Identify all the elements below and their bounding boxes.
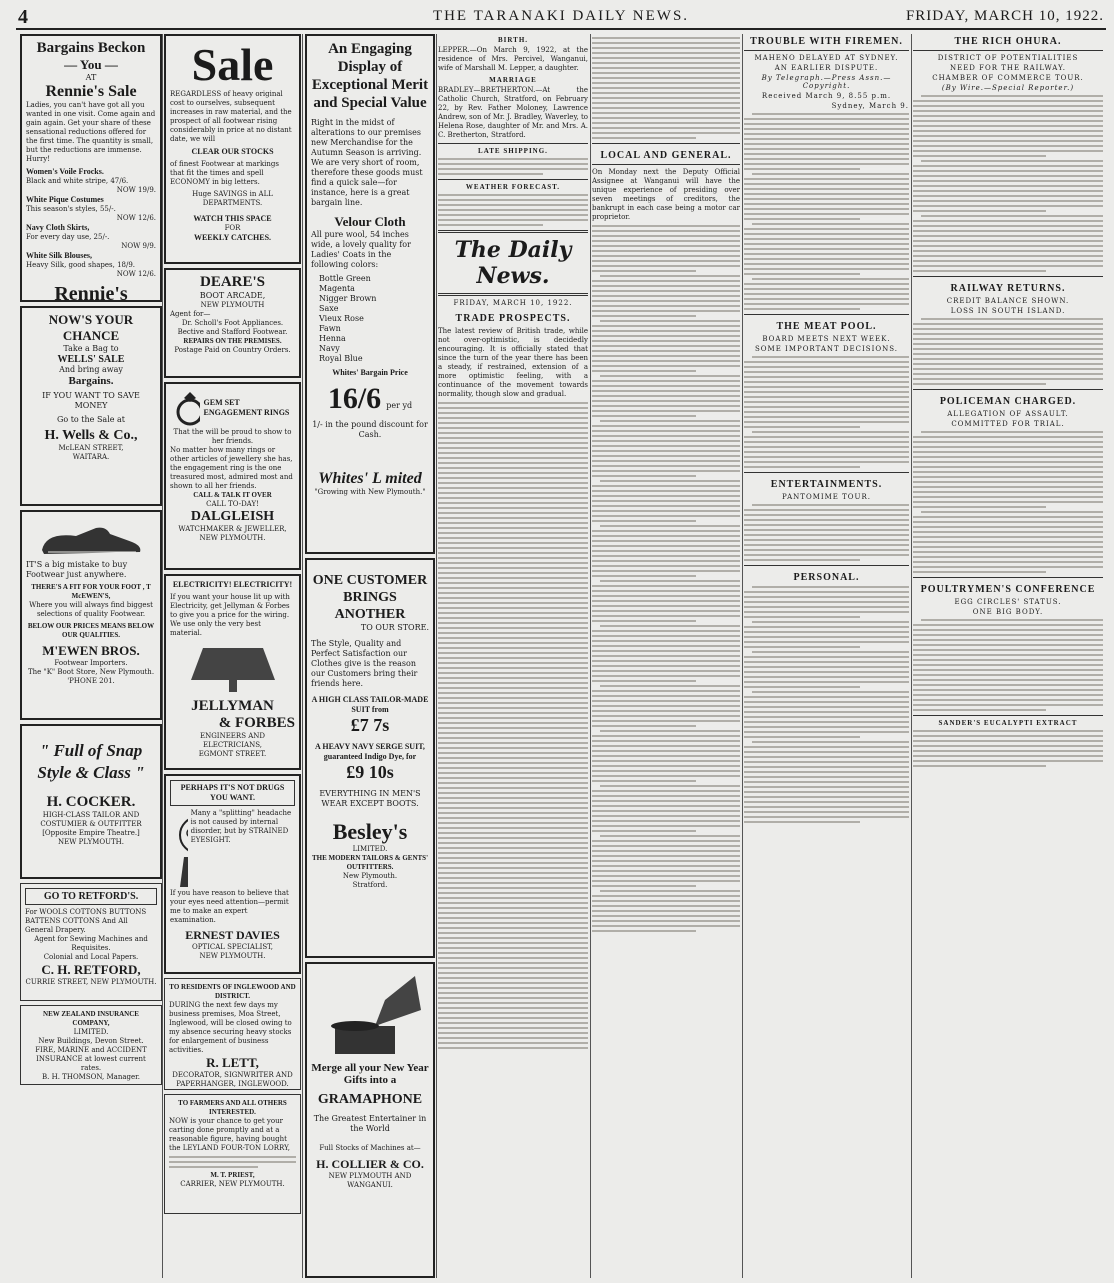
deare-agent: Agent for— [170,310,211,318]
poultry-subhead2: ONE BIG BODY. [972,608,1044,616]
whites-color: Royal Blue [319,354,363,363]
ohura-subhead3: CHAMBER OF COMMERCE TOUR. [932,74,1084,82]
page-number: 4 [18,6,28,28]
personal-headline: PERSONAL. [793,572,860,583]
lorry-name: M. T. PRIEST, [210,1171,255,1179]
lorry-ad [164,1094,301,1214]
whites-product: Velour Cloth [334,214,406,229]
sale-weekly: WEEKLY CATCHES. [193,233,272,242]
column-rule [162,34,163,1278]
cocker-trade: HIGH-CLASS TAILOR AND COSTUMIER & OUTFITTER [40,811,142,828]
shipping-text-lines [438,158,588,175]
besley-town: New Plymouth. [342,872,398,880]
besley-suit2: A HEAVY NAVY SERGE SUIT, guaranteed Indigo Dye, for [315,742,425,761]
deare-town: NEW PLYMOUTH [200,301,265,309]
lorry-head: TO FARMERS AND ALL OTHERS INTERESTED. [178,1099,287,1116]
column-rule [742,34,743,1278]
besley-price2: £9 10s [346,762,394,782]
whites-ad [305,34,435,554]
dalgleish-call: CALL & TALK IT OVER [193,491,272,499]
firemen-subhead: MAHENO DELAYED AT SYDNEY. [754,54,899,62]
shipping-heading: LATE SHIPPING. [478,147,548,155]
jellyman-body: If you want your house lit up with Electricity, get Jellyman & Forbes to give you a price for the wiring. We use only the very best material. [170,593,290,637]
sanders-text-lines [913,730,1103,767]
dalgleish-ad [164,382,301,570]
firemen-received: Received March 9, 8.55 p.m. [761,92,892,100]
marriage-heading: MARRIAGE [489,76,537,84]
besley-body: The Style, Quality and Perfect Satisfaction our Clothes give is the reason our Customers bring their friends here. [311,639,418,688]
deare-lines: Dr. Scholl's Foot Appliances. Bective and Stafford Footwear. [177,319,288,336]
jellyman-addr: EGMONT STREET. [198,750,267,758]
marriage-notice: BRADLEY—BRETHERTON.—At the Catholic Church, Stratford, on February 22, by Rev. Father Moloney, Lawrence Andrew, son of Mr. J. Bradley, Waverley, to Helena Rose, daughter of Mr. and Mrs. A. C. Bretherton, Stratford. [438,86,588,139]
deare-repair: REPAIRS ON THE PREMISES. [183,337,282,345]
whites-headline: An Engaging Display of Exceptional Merit and Special Value [311,41,429,111]
retford-agent: Agent for Sewing Machines and Requisites. [34,935,148,952]
shoe-illustration-icon [36,518,146,558]
weather-text-lines [438,194,588,226]
dalgleish-today: CALL TO-DAY! [206,500,259,508]
whites-logo: Whites' L mited [318,470,422,487]
editorial-date: FRIDAY, MARCH 10, 1922. [453,299,573,307]
dalgleish-body: No matter how many rings or other articles of jewellery she has, the engagement ring is the one treasured most, admired most and shown to all her friends. [170,446,293,490]
column-2 [164,34,301,1278]
besley-headline: ONE CUSTOMER BRINGS ANOTHER [312,573,428,622]
whites-color: Nigger Brown [319,294,377,303]
whites-unit: per yd [386,401,413,410]
cocker-headline: " Full of Snap Style & Class " [37,741,145,782]
mcewen-name: M'EWEN BROS. [42,643,140,658]
collier-firm: H. COLLIER & CO. [316,1157,424,1171]
meat-pool-text-lines [744,356,909,468]
rennies-item-price: NOW 19/9. [116,186,156,194]
whites-color: Henna [319,334,346,343]
wells-ad [20,306,162,506]
rennies-item-desc: Heavy Silk, good shapes, 18/9. [26,261,136,269]
lett-body: DURING the next few days my business premises, Moa Street, Inglewood, will be closed owing to my absence securing heavy stocks for enlargement of business activities. [169,1001,292,1054]
whites-color: Fawn [319,324,341,333]
besley-name: Besley's [332,819,408,844]
local-general-intro: On Monday next the Deputy Official Assignee at Wanganui will have the unique experience of presiding over seven meetings of creditors, the bankrupt in each case being a motor car proprietor. [592,168,740,221]
meat-pool-subhead: BOARD MEETS NEXT WEEK. [762,335,891,343]
deare-ad [164,268,301,378]
whites-color: Navy [319,344,340,353]
police-headline: POLICEMAN CHARGED. [939,396,1077,407]
births-heading: BIRTH. [497,36,529,44]
lorry-trade: CARRIER, NEW PLYMOUTH. [180,1180,285,1188]
meat-pool-subhead2: SOME IMPORTANT DECISIONS. [755,345,898,353]
cocker-addr: [Opposite Empire Theatre.] [42,829,140,837]
daily-news-masthead: The Daily News. [454,237,572,289]
deare-sub: BOOT ARCADE, [199,291,266,300]
optician-town: NEW PLYMOUTH. [199,952,266,960]
sale-word: Sale [191,39,274,90]
rennies-item-name: White Silk Blouses, [26,251,93,260]
local-general-heading: LOCAL AND GENERAL. [600,150,732,161]
insurance-addr: New Buildings, Devon Street. [38,1037,144,1045]
entertainments-headline: ENTERTAINMENTS. [770,479,883,490]
column-rule [590,34,591,1278]
dalgleish-name: DALGLEISH [190,509,275,524]
optician-name: ERNEST DAVIES [185,928,280,942]
collier-merge: Merge all your New Year Gifts into a [311,1062,429,1086]
firemen-dateline: Sydney, March 9. [831,102,909,110]
lett-head: TO RESIDENTS OF INGLEWOOD AND DISTRICT. [169,983,296,1000]
mcewen-fit: THERE'S A FIT FOR YOUR FOOT , T McEWEN'S, [31,583,151,600]
rennies-item-name: Navy Cloth Skirts, [26,223,90,232]
column-1 [20,34,162,1278]
column-7 [913,34,1103,1278]
deare-post: Postage Paid on Country Orders. [174,346,291,354]
railway-headline: RAILWAY RETURNS. [950,283,1066,294]
rennies-item-name: White Pique Costumes [26,195,104,204]
sale-text: REGARDLESS of heavy original cost to ourselves, subsequent increases in raw material, and the prospect of all footwear rising considerably in price at no distant date, we will [170,90,292,143]
rennies-item-desc: Black and white stripe, 47/6. [26,177,129,185]
mcewen-addr: The "K" Boot Store, New Plymouth. [27,668,155,676]
mcewen-prices: BELOW OUR PRICES MEANS BELOW OUR QUALITIES. [27,622,155,639]
lamp-illustration-icon [183,640,283,696]
rennies-item-price: NOW 9/9. [121,242,156,250]
whites-color: Bottle Green [319,274,371,283]
sale-text2: of finest Footwear at markings that fit the times and spell ECONOMY in big letters. [170,160,280,186]
birth-notice: LEPPER.—On March 9, 1922, at the residence of Mrs. Percivel, Wanganui, wife of Marshall M. Lepper, a daughter. [438,46,588,72]
rennies-sale-name: Rennie's Sale [45,83,137,100]
optician-cta: If you have reason to believe that your eyes need attention—permit me to make an expert examination. [170,889,289,924]
lorry-body: NOW is your chance to get your carting done promptly and at a reasonable figure, having bought the LEYLAND FOUR-TON LORRY, [169,1117,291,1152]
firemen-text-lines [744,113,909,310]
rennies-item-desc: For every day use, 25/-. [26,233,110,241]
besley-price1: £7 7s [350,715,390,735]
cocker-name: H. COCKER. [46,794,136,810]
collier-stock: Full Stocks of Machines at— [319,1144,421,1152]
jellyman-name1: JELLYMAN [191,698,274,714]
ohura-subhead2: NEED FOR THE RAILWAY. [949,64,1067,72]
collier-sub: The Greatest Entertainer in the World [313,1114,427,1133]
besley-ad [305,558,435,958]
collier-name: GRAMAPHONE [317,1092,423,1107]
police-subhead2: COMMITTED FOR TRIAL. [951,420,1065,428]
poultry-headline: POULTRYMEN'S CONFERENCE [920,584,1096,595]
lett-trade: DECORATOR, SIGNWRITER AND PAPERHANGER, INGLEWOOD. [172,1071,293,1088]
insurance-contact: B. H. THOMSON, Manager. [42,1073,140,1081]
police-subhead: ALLEGATION OF ASSAULT. [947,410,1069,418]
rennies-item-name: Women's Voile Frocks. [26,167,104,176]
column-rule [436,34,437,1278]
jellyman-headline: ELECTRICITY! ELECTRICITY! [172,580,293,589]
lett-name: R. LETT, [206,1055,259,1070]
column-3 [305,34,435,1278]
rennies-ad [20,34,162,302]
collier-ad [305,962,435,1278]
insurance-ad [20,1005,162,1085]
retford-name: C. H. RETFORD, [41,962,141,977]
wells-street: McLEAN STREET, [58,444,124,452]
wells-line: CHANCE [62,328,120,343]
poultry-subhead: EGG CIRCLES' STATUS. [954,598,1062,606]
optician-body: Many a "splitting" headache is not caused by internal disorder, but by STRAINED EYESIGHT. [190,809,292,844]
whites-bargain: Whites' Bargain Price [332,368,408,377]
insurance-lines: FIRE, MARINE and ACCIDENT INSURANCE at lowest current rates. [35,1046,147,1072]
retford-colonial: Colonial and Local Papers. [43,953,139,961]
railway-text-lines [913,318,1103,385]
whites-tagline: "Growing with New Plymouth." [314,488,426,496]
sanders-heading: SANDER'S EUCALYPTI EXTRACT [938,719,1078,727]
lett-ad [164,978,301,1090]
ohura-text-lines [913,95,1103,272]
rennies-item-price: NOW 12/6. [116,270,156,278]
mcewen-text: IT'S a big mistake to buy Footwear just anywhere. [26,560,128,579]
optician-headline: PERHAPS IT'S NOT DRUGS YOU WANT. [170,780,295,806]
wells-line: And bring away [59,365,123,374]
optician-ad [164,774,301,974]
rennies-sub: — You — [64,57,118,72]
ohura-headline: THE RICH OHURA. [954,36,1062,47]
editorial-title: TRADE PROSPECTS. [455,313,571,324]
issue-date: FRIDAY, MARCH 10, 1922. [905,8,1104,24]
whites-color: Vieux Rose [319,314,364,323]
rennies-headline: Bargains Beckon [36,40,146,56]
retford-items: For WOOLS COTTONS BUTTONS BATTENS COTTONS And All General Drapery. [25,908,147,934]
sale-watch: WATCH THIS SPACE [193,214,272,223]
wells-line: Take a Bag to [63,344,119,353]
dalgleish-town: NEW PLYMOUTH. [199,534,266,542]
whites-desc: All pure wool, 54 inches wide, a lovely quality for Ladies' Coats in the following colors: [311,230,411,269]
wells-line: Go to the Sale at [56,415,126,424]
insurance-name: NEW ZEALAND INSURANCE COMPANY, [43,1010,139,1027]
whites-color: Magenta [319,284,355,293]
column-5 [592,34,740,1278]
local-general-text-lines [592,225,740,932]
masthead [16,6,1106,30]
wells-town: WAITARA. [72,453,110,461]
retford-banner: GO TO RETFORD'S. [25,888,157,905]
jellyman-trade: ENGINEERS AND ELECTRICIANS, [199,732,266,749]
meat-pool-headline: THE MEAT POOL. [776,321,877,332]
entertainments-text-lines [744,504,909,561]
whites-color: Saxe [319,304,339,313]
editorial-lead: The latest review of British trade, while not over-optimistic, is decidedly encouraging. It is officially stated that since the turn of the year there has been a steady, if restrained, extension of a more optimistic feeling, with a continuance of the movement towards normality, though slow and gradual. [438,327,588,398]
mcewen-phone: 'PHONE 201. [67,677,115,685]
jellyman-name2: & FORBES [218,715,295,731]
insurance-sub: LIMITED. [73,1028,109,1036]
besley-trade: THE MODERN TAILORS & GENTS' OUTFITTERS. [311,854,429,871]
collier-towns: NEW PLYMOUTH AND WANGANUI. [328,1172,412,1189]
wells-name: H. Wells & Co., [44,428,138,443]
poultry-text-lines [913,619,1103,711]
column-rule [911,34,912,1278]
sale-huge: Huge SAVINGS in ALL DEPARTMENTS. [192,190,273,207]
whites-price: 16/6 [327,382,382,415]
wells-line: NOW'S YOUR [48,312,134,327]
ohura-subhead: DISTRICT OF POTENTIALITIES [937,54,1079,62]
continued-text-lines [592,37,740,139]
column-rule [302,34,303,1278]
besley-town2: Stratford. [352,881,388,889]
entertainments-subhead: PANTOMIME TOUR. [782,493,871,501]
cocker-town: NEW PLYMOUTH. [58,838,124,846]
wells-line: IF YOU WANT TO SAVE MONEY [42,391,140,410]
rennies-intro: Ladies, you can't have got all you wanted in one visit. Come again and gain again. Get your share of these sensational reductions offered for the first time. The quantity is small, but the reductions are immense. Hurry! [26,101,156,163]
deare-name: DEARE'S [199,274,266,290]
dalgleish-gem: GEM SET ENGAGEMENT RINGS [203,398,290,417]
railway-subhead: CREDIT BALANCE SHOWN. [946,297,1070,305]
column-4 [438,34,588,1278]
retford-ad [20,883,162,1001]
mcewen-sub: Footwear Importers. [54,659,128,667]
retford-addr: CURRIE STREET, NEW PLYMOUTH. [25,978,157,986]
gramophone-illustration-icon [315,970,425,1060]
jellyman-ad [164,574,301,770]
firemen-headline: TROUBLE WITH FIREMEN. [750,36,903,47]
rennies-at: AT [85,73,97,82]
dalgleish-text: That the will be proud to show to her friends. [173,428,292,445]
sale-for: FOR [224,224,241,232]
ring-illustration-icon [170,388,200,428]
besley-ltd: LIMITED. [352,845,388,853]
optician-trade: OPTICAL SPECIALIST, [191,943,274,951]
firemen-credit: By Telegraph.—Press Assn.—Copyright. [761,74,892,90]
mcewen-ad [20,510,162,720]
weather-heading: WEATHER FORECAST. [465,183,561,191]
besley-to: TO OUR STORE. [360,623,429,632]
lorry-text-lines [169,1156,296,1168]
rennies-item-price: NOW 12/6. [116,214,156,222]
cocker-ad [20,724,162,879]
newspaper-title: THE TARANAKI DAILY NEWS. [432,8,690,24]
wells-line: WELLS' SALE [57,354,125,365]
rennies-item-desc: This season's styles, 55/-. [26,205,116,213]
ohura-credit: (By Wire.—Special Reporter.) [941,84,1075,92]
besley-every: EVERYTHING IN MEN'S WEAR EXCEPT BOOTS. [319,789,421,808]
police-text-lines [913,431,1103,573]
besley-suit1: A HIGH CLASS TAILOR-MADE SUIT from [311,695,429,714]
editorial-text-lines [438,402,588,1049]
whites-body: Right in the midst of alterations to our premises new Merchandise for the Autumn Season is arriving. We are very short of room, therefore these goods must find a quick sale—for instance, here is a great bargain line. [311,118,423,207]
firemen-subhead2: AN EARLIER DISPUTE. [774,64,879,72]
mcewen-selection: Where you will always find biggest selections of quality Footwear. [29,601,153,618]
dalgleish-trade: WATCHMAKER & JEWELLER, [178,525,287,533]
railway-subhead2: LOSS IN SOUTH ISLAND. [950,307,1066,315]
sale-ad [164,34,301,264]
sale-clear: CLEAR OUR STOCKS [191,147,274,156]
column-6 [744,34,909,1278]
rennies-logo: Rennie's [54,283,128,302]
face-illustration-icon [170,809,188,889]
wells-line: Bargains. [68,375,114,387]
personal-text-lines [744,586,909,823]
whites-discount: 1/- in the pound discount for Cash. [312,420,428,439]
